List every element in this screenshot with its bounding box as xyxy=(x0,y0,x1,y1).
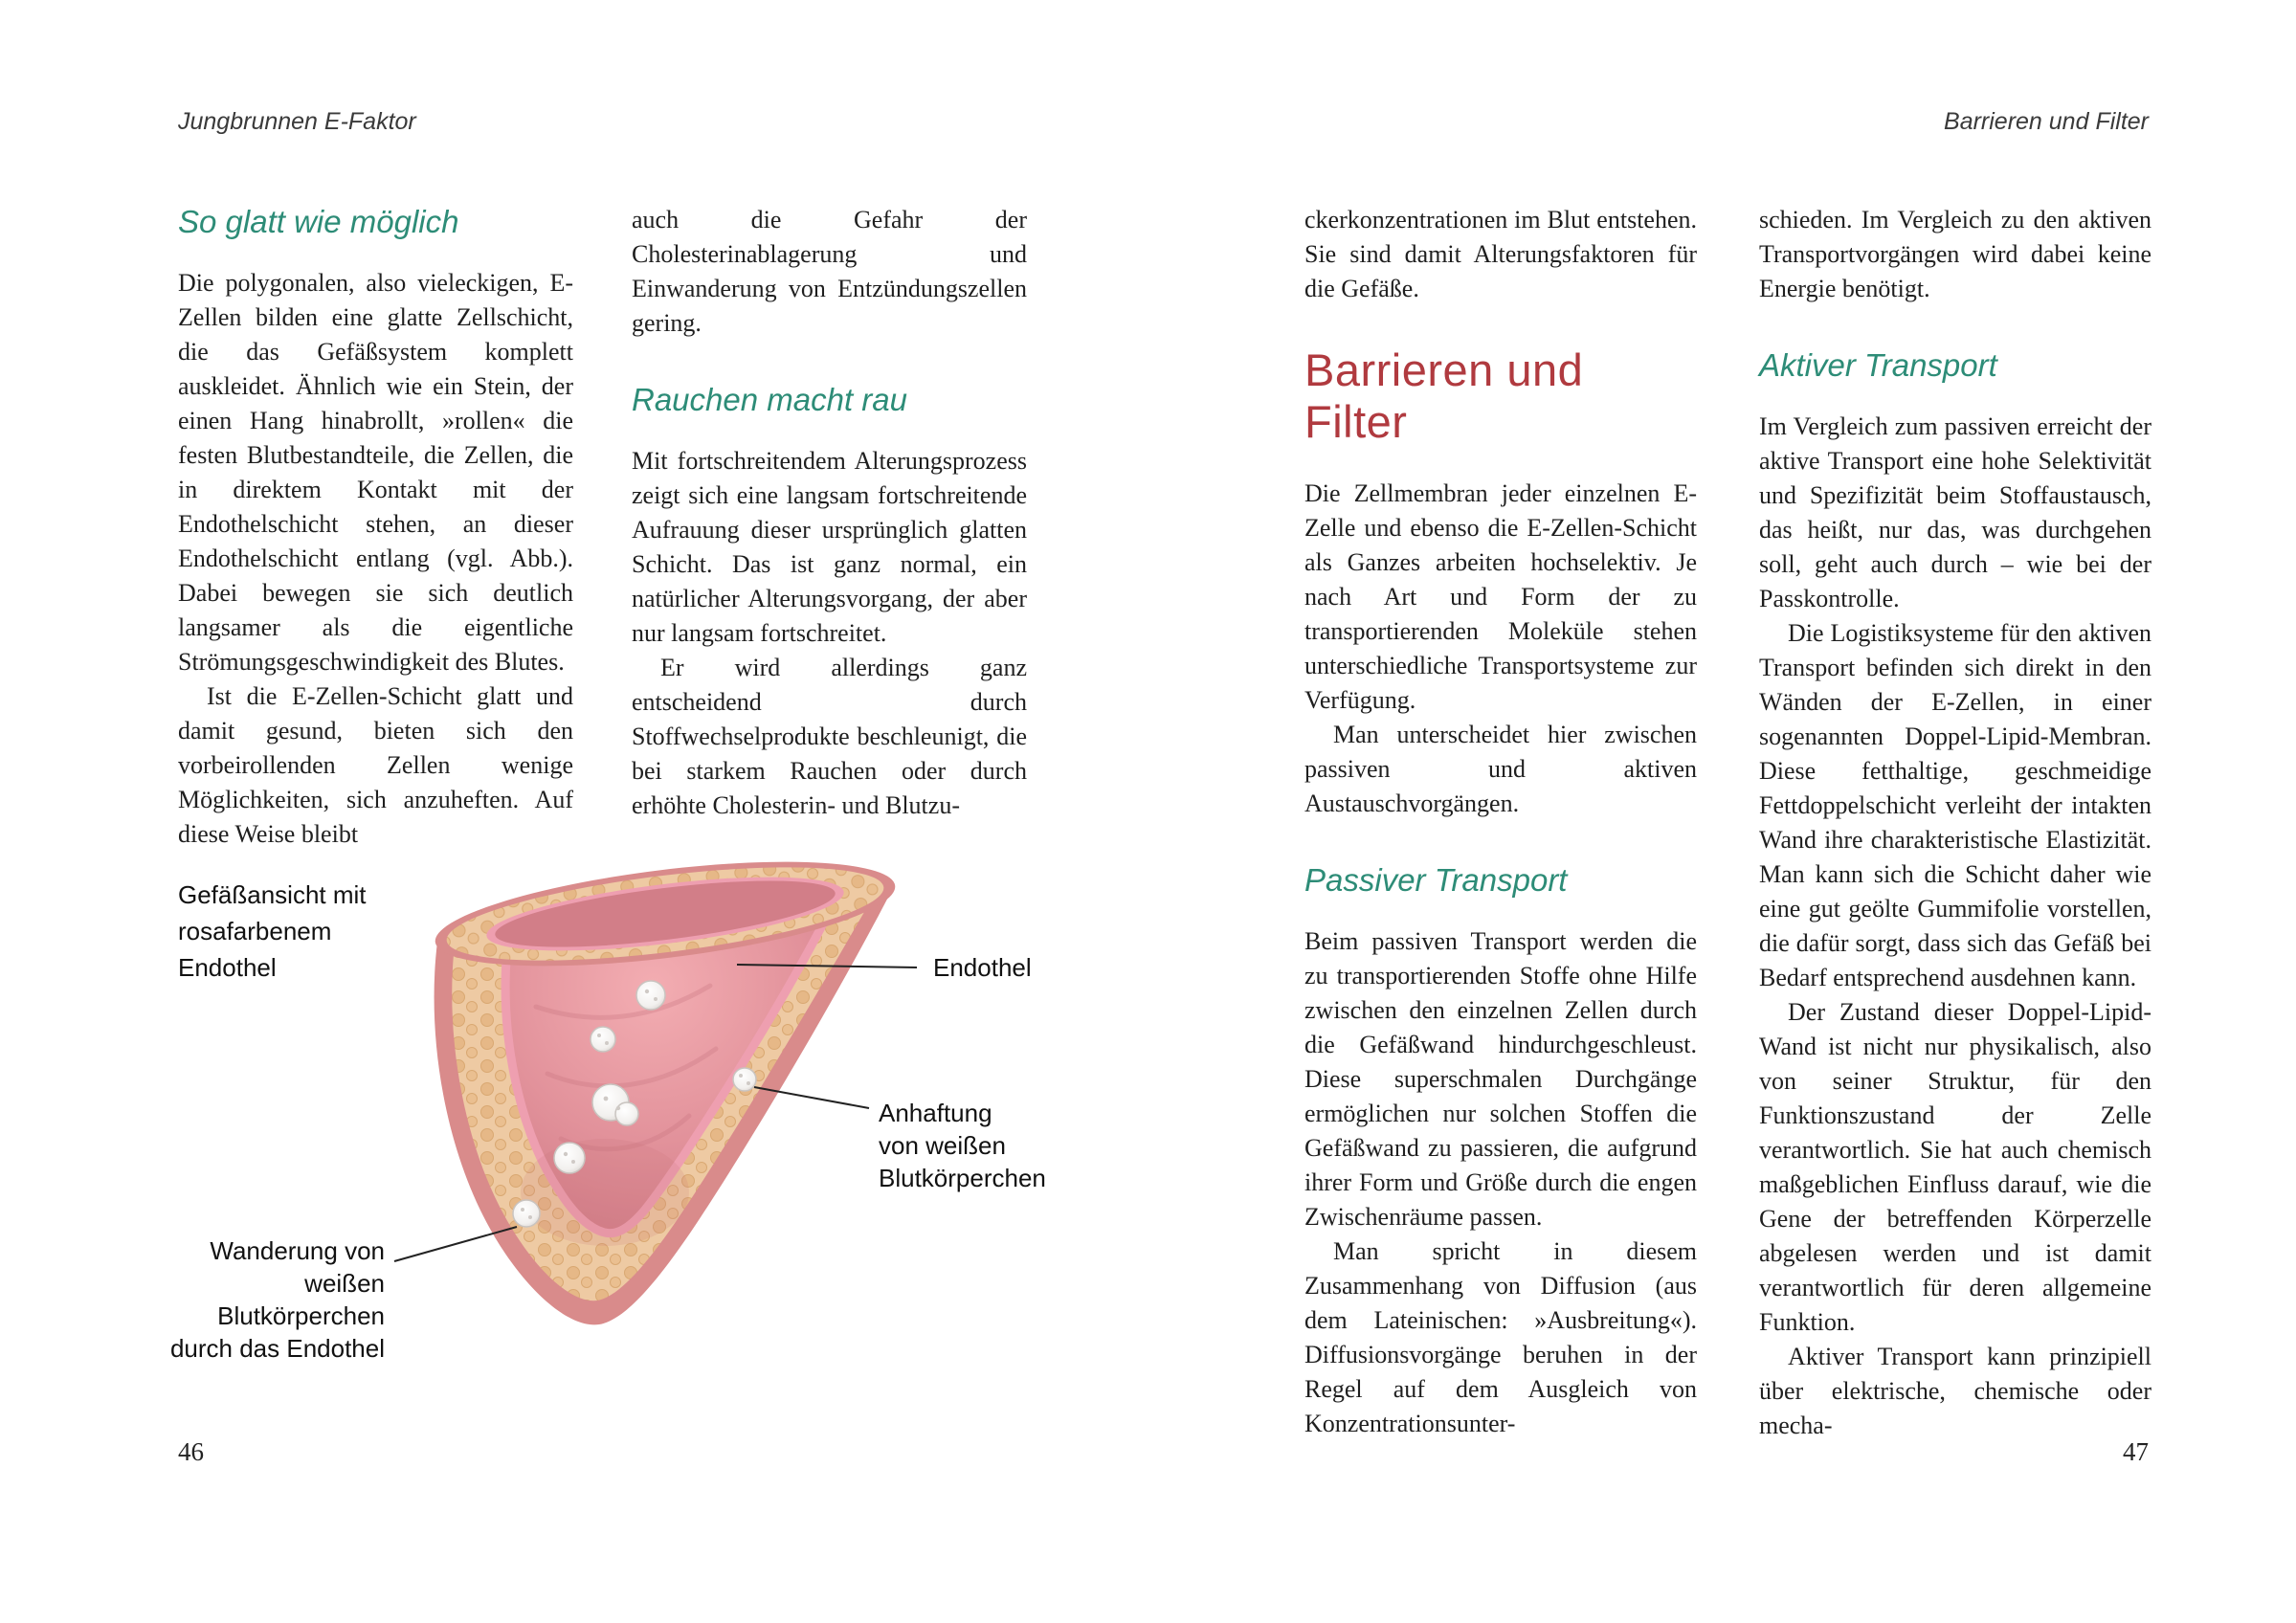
body-paragraph: Die polygonalen, also vieleckigen, E-Zellen bilden eine glatte Zellschicht, die das Gefäßsystem komplett auskleidet. Ähnlich wie ein Stein, der einen Hang hinabrollt, »rollen« die festen Blutbestandteile, die Zellen, die in direktem Kontakt mit der Endothelschicht stehen, an dieser Endothelschicht entlang (vgl. Abb.). Dabei bewegen sie sich deutlich langsamer als die eigentliche Strömungsgeschwindigkeit des Blutes. xyxy=(178,269,573,676)
label-line: Wanderung von xyxy=(210,1236,385,1265)
vessel-illustration xyxy=(364,852,957,1407)
right-column-1 xyxy=(1304,203,1697,1441)
label-endothel-text: Endothel xyxy=(933,953,1032,982)
pointer-line-wanderung xyxy=(394,1227,517,1261)
white-blood-cell-migrating xyxy=(513,1200,540,1227)
label-line: von weißen xyxy=(879,1131,1006,1160)
label-anhaftung xyxy=(879,1097,1046,1194)
lumen-shading xyxy=(521,1139,689,1246)
body-paragraph: Im Vergleich zum passiven erreicht der aktive Transport eine hohe Selektivität und Spezifizität beim Stoffaustausch, das heißt, nur das, was durchgehen soll, geht auch durch – wie bei der Passkontrolle. xyxy=(1759,412,2151,612)
label-line: Anhaftung xyxy=(879,1099,992,1127)
left-column-2 xyxy=(632,203,1027,823)
subhead-passiver-transport: Passiver Transport xyxy=(1304,862,1568,898)
body-paragraph: Die Zellmembran jeder einzelnen E-Zelle und ebenso die E-Zellen-Schicht als Ganzes arbeiten hochselektiv. Je nach Art und Form der zu transportierenden Moleküle stehen unterschiedliche Transportsysteme zur Verfügung. xyxy=(1304,479,1697,714)
label-line: weißen Blutkörperchen xyxy=(217,1269,385,1330)
body-paragraph: Ist die E-Zellen-Schicht glatt und damit gesund, bieten sich den vorbeirollenden Zellen wenige Möglichkeiten, sich anzuheften. Auf diese Weise bleibt xyxy=(178,682,573,848)
body-paragraph: Man unterscheidet hier zwischen passiven und aktiven Austauschvorgängen. xyxy=(1304,721,1697,817)
figure-caption-line: Endothel xyxy=(178,953,277,982)
label-line: durch das Endothel xyxy=(169,1334,385,1363)
label-line: Blutkörperchen xyxy=(879,1164,1046,1192)
body-paragraph: Aktiver Transport kann prinzipiell über elektrische, chemische oder mecha- xyxy=(1759,1343,2151,1439)
body-paragraph: Beim passiven Transport werden die zu transportierenden Stoffe ohne Hilfe zwischen den einzelnen Zellen durch die Gefäßwand hindurchgeschleust. Diese superschmalen Durchgänge ermöglichen nur solchen Stoffen die Gefäßwand zu passieren, die aufgrund ihrer Form und Größe durch die engen Zwischenräume passen. xyxy=(1304,927,1697,1231)
right-column-2 xyxy=(1759,203,2151,1443)
vessel-figure xyxy=(364,852,957,1407)
chapter-heading-barrieren-und-filter: Barrieren und Filter xyxy=(1304,345,1584,447)
label-wanderung xyxy=(144,1234,385,1365)
white-blood-cell xyxy=(636,981,665,1010)
page-number-left: 46 xyxy=(178,1437,204,1466)
white-blood-cell-adhering xyxy=(733,1068,756,1091)
body-paragraph: schieden. Im Vergleich zu den aktiven Transportvorgängen wird dabei keine Energie benötigt. xyxy=(1759,206,2151,302)
body-paragraph: auch die Gefahr der Cholesterinablagerung und Einwanderung von Entzündungszellen gering. xyxy=(632,206,1027,337)
page-number-right: 47 xyxy=(2123,1437,2149,1466)
left-column-1 xyxy=(178,203,573,852)
body-paragraph: ckerkonzentrationen im Blut entstehen. Sie sind damit Alterungsfaktoren für die Gefäße. xyxy=(1304,206,1697,302)
white-blood-cell xyxy=(591,1027,615,1052)
body-paragraph: Die Logistiksysteme für den aktiven Transport befinden sich direkt in den Wänden der E-Zellen, in einer sogenannten Doppel-Lipid-Membran. Diese fetthaltige, geschmeidige Fettdoppelschicht verleiht der intakten Wand ihre charakteristische Elastizität. Man kann sich die Schicht daher wie eine gut geölte Gummifolie vorstellen, die dafür sorgt, dass sich das Gefäß bei Bedarf entsprechend ausdehnen kann. xyxy=(1759,619,2151,991)
body-paragraph: Man spricht in diesem Zusammenhang von Diffusion (aus dem Lateinischen: »Ausbreitung«). Diffusionsvorgänge beruhen in der Regel auf dem Ausgleich von Konzentrationsunter- xyxy=(1304,1237,1697,1437)
subhead-rauchen-macht-rau: Rauchen macht rau xyxy=(632,382,907,417)
running-head-right: Barrieren und Filter xyxy=(1944,108,2149,135)
body-paragraph: Er wird allerdings ganz entscheidend durch Stoffwechselprodukte beschleunigt, die bei starkem Rauchen oder durch erhöhte Cholesterin- und Blutzu- xyxy=(632,654,1027,819)
subhead-so-glatt-wie-moeglich: So glatt wie möglich xyxy=(178,204,459,239)
body-paragraph: Der Zustand dieser Doppel-Lipid-Wand ist nicht nur physikalisch, also von seiner Struktur, für den Funktionszustand der Zelle verantwortlich. Sie hat auch chemisch maßgeblichen Einfluss darauf, wie die Gene der betreffenden Körperzelle abgelesen werden und ist damit verantwortlich für deren allgemeine Funktion. xyxy=(1759,998,2151,1336)
running-head-left: Jungbrunnen E-Faktor xyxy=(178,108,416,135)
subhead-aktiver-transport: Aktiver Transport xyxy=(1759,347,1997,383)
figure-caption-line: rosafarbenem xyxy=(178,917,332,945)
body-paragraph: Mit fortschreitendem Alterungsprozess zeigt sich eine langsam fortschreitende Aufrauung dieser ursprünglich glatten Schicht. Das ist ganz normal, ein natürlicher Alterungsvorgang, der aber nur langsam fortschreitet. xyxy=(632,447,1027,647)
label-endothel xyxy=(933,951,1032,984)
figure-caption-line: Gefäßansicht mit xyxy=(178,880,367,909)
white-blood-cell xyxy=(554,1143,585,1173)
